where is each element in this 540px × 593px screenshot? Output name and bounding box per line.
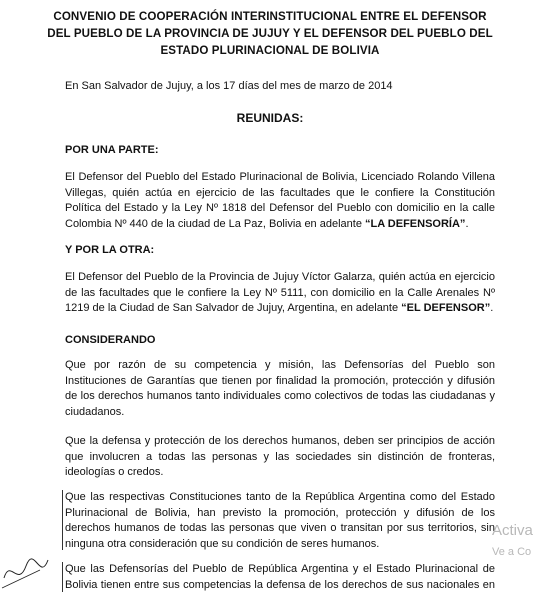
considerando-heading: CONSIDERANDO bbox=[65, 333, 155, 347]
party1-line-1: El Defensor del Pueblo del Estado Plurinacional de Bolivia, Licenciado Rolando Villena bbox=[65, 170, 495, 186]
party1-alias: “LA DEFENSORÍA” bbox=[365, 218, 465, 230]
party1-heading: POR UNA PARTE: bbox=[65, 143, 159, 157]
signature-scribble-icon bbox=[0, 548, 60, 592]
party2-line-2: de las facultades que le confiere la Ley Nº 5111, con domicilio en la Calle Arenales Nº bbox=[65, 286, 495, 302]
c2-line-3: ideologías o credos. bbox=[65, 465, 495, 481]
c4-line-1: Que las Defensorías del Pueblo de República Argentina y el Estado Plurinacional de bbox=[65, 562, 495, 578]
c3-line-3: derechos humanos de todas las personas que viven o transitan por sus territorios, sin bbox=[65, 521, 495, 537]
party2-line-3-text: 1219 de la Ciudad de San Salvador de Jujuy, Argentina, en adelante bbox=[65, 302, 401, 314]
considerando-paragraph-3 bbox=[65, 490, 495, 552]
c4-line-2: Bolivia tienen entre sus competencias la defensa de los derechos de sus nacionales en bbox=[65, 578, 495, 593]
c1-line-4: ciudadanos. bbox=[65, 405, 495, 421]
party2-line-3 bbox=[65, 301, 495, 317]
party2-alias: “EL DEFENSOR” bbox=[401, 302, 490, 314]
party2-line-3-end: . bbox=[490, 302, 493, 314]
considerando-paragraph-1 bbox=[65, 358, 495, 420]
considerando-paragraph-4 bbox=[65, 562, 495, 593]
document-title bbox=[30, 8, 510, 59]
party1-line-4-text: Colombia Nº 440 de la ciudad de La Paz, Bolivia en adelante bbox=[65, 218, 365, 230]
considerando-paragraph-2 bbox=[65, 434, 495, 481]
party1-line-4-end: . bbox=[465, 218, 468, 230]
margin-mark bbox=[62, 490, 63, 550]
reunidas-heading: REUNIDAS: bbox=[0, 111, 540, 125]
c3-line-4: ninguna otra consideración que su condición de seres humanos. bbox=[65, 537, 495, 553]
party2-paragraph bbox=[65, 270, 495, 317]
party2-line-1: El Defensor del Pueblo de la Provincia de Jujuy Víctor Galarza, quién actúa en ejercicio bbox=[65, 270, 495, 286]
c1-line-2: Instituciones de Garantías que tienen por finalidad la promoción, protección y difusión bbox=[65, 374, 495, 390]
party1-paragraph bbox=[65, 170, 495, 232]
c3-line-1: Que las respectivas Constituciones tanto de la República Argentina como del Estado bbox=[65, 490, 495, 506]
c2-line-1: Que la defensa y protección de los derechos humanos, deben ser principios de acción bbox=[65, 434, 495, 450]
party2-heading: Y POR LA OTRA: bbox=[65, 243, 154, 257]
margin-mark-2 bbox=[62, 562, 63, 592]
activation-watermark-sub: Ve a Co bbox=[492, 546, 531, 558]
party1-line-3: Política del Estado y la Ley Nº 1818 del Defensor del Pueblo con domicilio en la calle bbox=[65, 201, 495, 217]
c3-line-2: Plurinacional de Bolivia, han previsto la promoción, protección y difusión de los bbox=[65, 506, 495, 522]
c2-line-2: que involucren a todas las personas y las sociedades sin distinción de fronteras, bbox=[65, 450, 495, 466]
party1-line-2: Villegas, quién actúa en ejercicio de las facultades que le confiere la Constitución bbox=[65, 186, 495, 202]
activation-watermark: Activa bbox=[492, 522, 533, 539]
place-date: En San Salvador de Jujuy, a los 17 días del mes de marzo de 2014 bbox=[65, 79, 393, 93]
c1-line-3: de los derechos humanos tanto individuales como colectivos de todas las ciudadanas y bbox=[65, 389, 495, 405]
title-line-2: DEL PUEBLO DE LA PROVINCIA DE JUJUY Y EL DEFENSOR DEL PUEBLO DEL bbox=[30, 25, 510, 42]
party1-line-4 bbox=[65, 217, 495, 233]
title-line-1: CONVENIO DE COOPERACIÓN INTERINSTITUCIONAL ENTRE EL DEFENSOR bbox=[30, 8, 510, 25]
c1-line-1: Que por razón de su competencia y misión, las Defensorías del Pueblo son bbox=[65, 358, 495, 374]
title-line-3: ESTADO PLURINACIONAL DE BOLIVIA bbox=[30, 42, 510, 59]
